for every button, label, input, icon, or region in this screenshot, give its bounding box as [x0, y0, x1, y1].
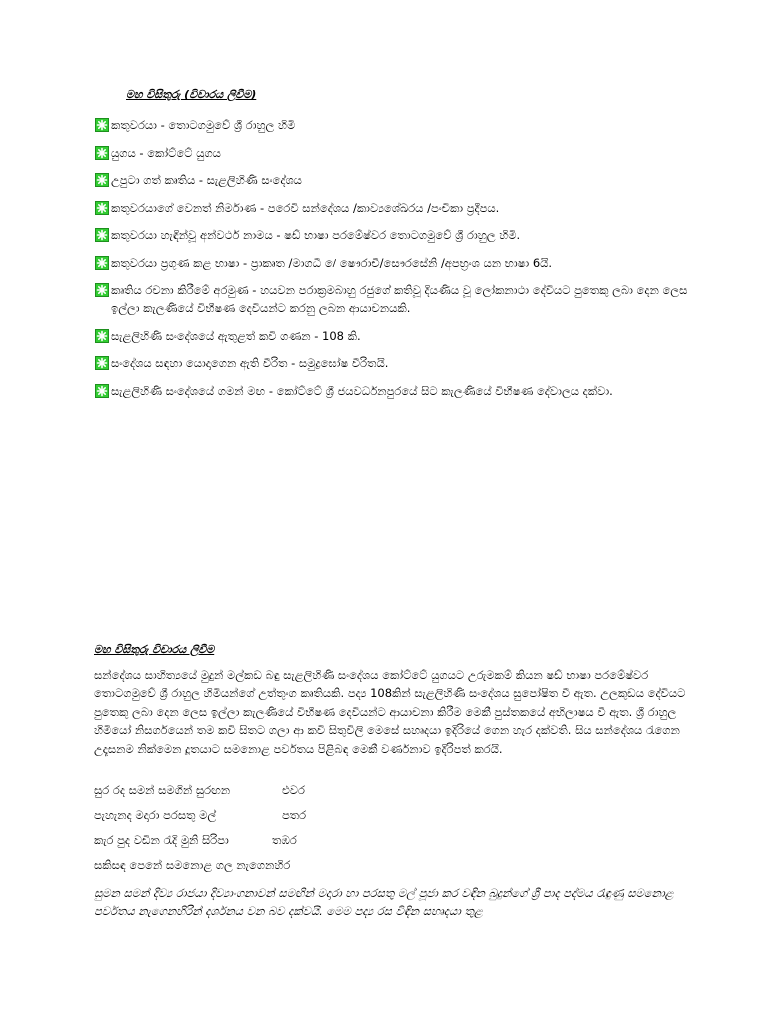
bullet-list: [95, 116, 705, 409]
green-asterisk-icon: [95, 256, 109, 270]
bullet-text: කතුවරයා ප්‍රගුණ කළ භාෂා - ප්‍රාකෘත /මාගධී /ෙ ෂෞරාචී/සෞරසේනි /අපභ්‍රංශ යන භාෂා 6යි.: [111, 255, 553, 270]
bullet-item: [95, 327, 705, 345]
green-asterisk-icon: [95, 173, 109, 187]
bullet-text: සැළලිහිණි සංදේශයේ ගමන් මඟ - කෝට්ටේ ශ්‍රී ජයවර්ධනපුරයේ සිට කැලණියේ විභීෂණ දේවාලය දක්වා.: [111, 383, 613, 398]
verse-text: පැහැනද මදාරා පරසතු මල්: [94, 808, 217, 822]
body-paragraph: සන්දේශය සාහිත්‍යයේ මුදුන් මල්කඩ බඳු සැළලිහිණි සංදේශය කෝට්ටේ යුගයට උරුමකම් කියන ෂඩ් භාෂා පරමේෂ්වර තොටගමුවේ ශ්‍රී රාහුල හිමියන්ගේ උත්තුංග කෘතියකි. පද්‍ය 108කින් සැළලිහිණි සංදේශය සුපෝෂිත වී ඇත. උලකුඩය දේවියට පුතෙකු ලබා දෙන ලෙස ඉල්ලා කැලණියේ විභීෂණ දෙවියන්ට ආයාචනා කිරීම මෙකී පුස්තකයේ අභිලාෂය වී ඇත. ශ්‍රී රාහුල හිමියෝ නිසර්ගයෙන් තම කවි සිතට ගලා ආ කවි සිතුවිලි මෙසේ සහෘදයා ඉදිරියේ ගෙන හැර දක්වති. සිය සන්දේශය රැගෙන උදෑසනම නික්මෙන දූතයාට සමනොළ පර්වතය පිළිබඳ මෙකී වර්ණනාව ඉදිරිපත් කරයි.: [94, 668, 686, 756]
bullet-text: සංදේශය සඳහා යොදාගෙන ඇති වීරිත - සමුද්‍රඝෝෂ වීරිතයි.: [111, 356, 389, 370]
bullet-item: [95, 144, 705, 162]
section2-heading: මහ විසිතුරු විචාරය ලිවීම: [94, 643, 215, 656]
green-asterisk-icon: [95, 283, 109, 297]
verse-text: සුර රද සමන් සමගින් සුරඟන: [94, 783, 231, 797]
green-asterisk-icon: [95, 201, 109, 215]
bullet-item: [95, 354, 705, 372]
verse-text: සකිසඳ පෙනේ සමනොළ ගල නැගෙනහිර: [94, 858, 291, 872]
green-asterisk-icon: [95, 329, 109, 343]
bullet-item: [95, 116, 705, 134]
green-asterisk-icon: [95, 118, 109, 132]
green-asterisk-icon: [95, 356, 109, 370]
verse-end-word: පතර: [282, 808, 307, 822]
bullet-text: උපුටා ගත් කෘතිය - සැළලිහිණි සංදේශය: [111, 173, 302, 187]
bullet-text: කතුවරයා හැඳින්වූ අන්වර්ථ නාමය - ෂඩ් භාෂා පරමේෂ්වර තොටගමුවේ ශ්‍රී රාහුල හිමි.: [111, 228, 521, 242]
verse-text: කැර පුද වඩින රැදි මුනි සිරිපා: [94, 833, 229, 847]
bullet-text: යුගය - කෝට්ටේ යුගය: [111, 145, 221, 160]
bullet-text: කෘතිය රචනා කිරීමේ අරමුණ - හයවන පරාක්‍රමබාහු රජුගේ කතිවූ දියණිය වූ ලෝකනාථා දේවියට පුතෙකු ලබා දෙන ලෙස ඉල්ලා කැලණියේ විභීෂණ දෙවියන්ට කරනු ලබන ආයාචනයකි.: [111, 283, 688, 315]
section-heading: මහ විසිතුරු (විවාරය ලිවීම): [126, 88, 257, 101]
bullet-item: [95, 171, 705, 189]
verse-end-word: එවර: [282, 783, 305, 797]
verse-end-word: තඹර: [272, 833, 297, 847]
green-asterisk-icon: [95, 228, 109, 242]
bullet-text: කතුවරයාගේ වෙනත් නිර්මාණ - පරෙවි සන්දේශය /කාව්‍යශේඛරය /පංචිකා ප්‍රදීපය.: [111, 200, 500, 215]
bullet-text: සැළලිහිණි සංදේශයේ ඇතුළත් කවි ගණන - 108 කි.: [111, 328, 361, 343]
body-paragraph-2: සුමන සමන් දිව්‍ය රාජයා දිව්‍යාංගනාවන් සමඟින් මදාරා හා පරසතු මල් පූජා කර වඳින බුදුන්ගේ ශ්‍රී පාද පද්මය රැඳුණු සමනොළ පර්වතය නැගෙනහිරින් දර්ශනය වන බව දක්වයි. මෙම පද්‍ය රස විඳින සහෘදයා තුළ: [94, 886, 674, 919]
green-asterisk-icon: [95, 146, 109, 160]
bullet-item: [95, 281, 705, 317]
green-asterisk-icon: [95, 384, 109, 398]
bullet-text: කතුවරයා - තොටගමුවේ ශ්‍රී රාහුල හිමි: [111, 118, 296, 132]
bullet-item: [95, 226, 705, 244]
bullet-item: [95, 199, 705, 217]
bullet-item: [95, 254, 705, 272]
bullet-item: [95, 382, 705, 400]
